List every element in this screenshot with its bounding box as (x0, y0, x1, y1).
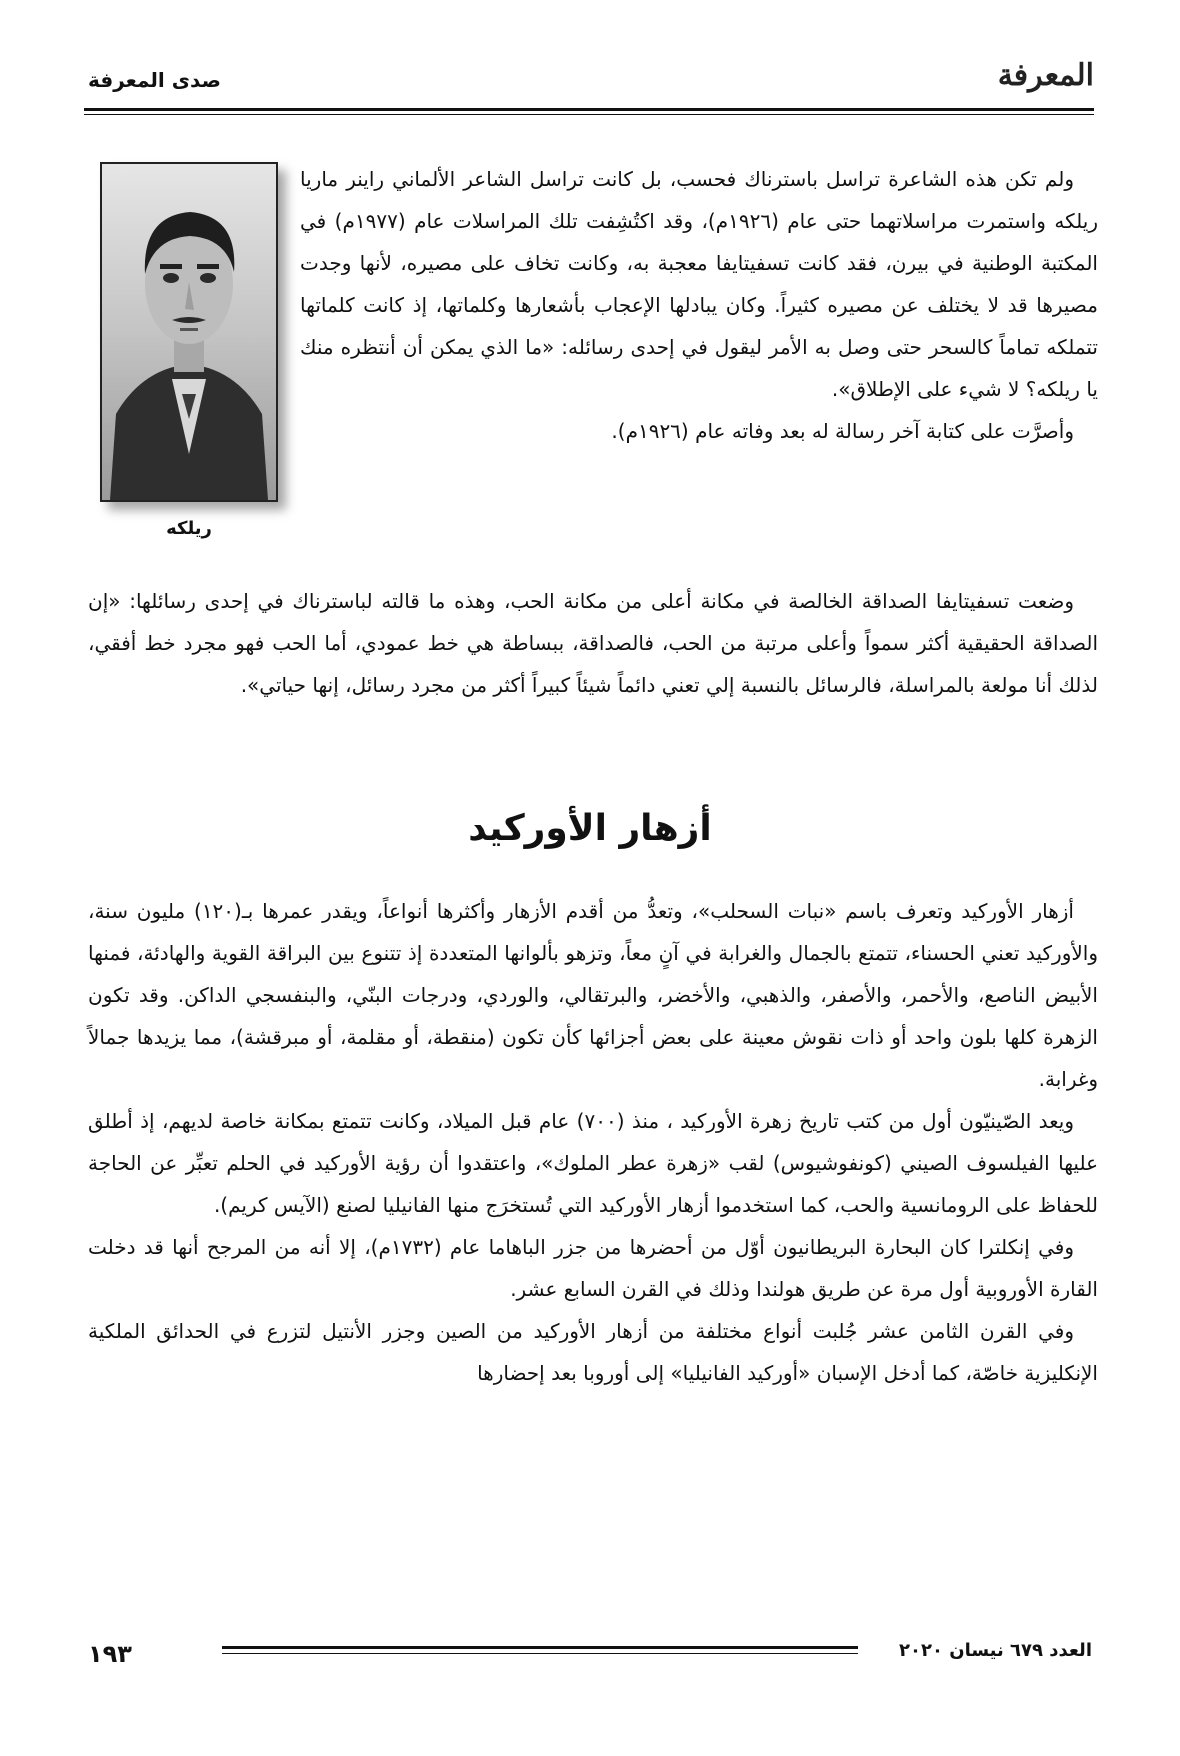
magazine-logo: المعرفة (997, 58, 1094, 93)
issue-info: العدد ٦٧٩ نيسان ٢٠٢٠ (899, 1640, 1092, 1661)
paragraph: وفي القرن الثامن عشر جُلبت أنواع مختلفة من أزهار الأوركيد من الصين وجزر الأنتيل لتزرع في الحدائق الملكية الإنكليزية خاصّة، كما أدخل الإسبان «أوركيد الفانيليا» إلى أوروبا بعد إحضارها (88, 1319, 1098, 1385)
paragraph: وضعت تسفيتايفا الصداقة الخالصة في مكانة أعلى من مكانة الحب، وهذه ما قالته لباسترناك في إحدى رسائلها: «إن الصداقة الحقيقية أكثر سمواً وأعلى مرتبة من الحب، فالصداقة، ببساطة هي خط عمودي، أما الحب فهو مجرد خط أفقي، لذلك أنا مولعة بالمراسلة، فالرسائل بالنسبة إلي تعني دائماً شيئاً كبيراً أكثر من مجرد رسائل، إنها حياتي». (88, 589, 1098, 697)
paragraph: وأصرَّت على كتابة آخر رسالة له بعد وفاته عام (١٩٢٦م). (611, 419, 1074, 443)
footer-divider (222, 1646, 858, 1649)
paragraph: وفي إنكلترا كان البحارة البريطانيون أوّل من أحضرها من جزر الباهاما عام (١٧٣٢م)، إلا أنه من المرجح أنها قد دخلت القارة الأوروبية أول مرة عن طريق هولندا وذلك في القرن السابع عشر. (88, 1235, 1098, 1301)
section-heading: أزهار الأوركيد (468, 808, 712, 849)
portrait-photo (100, 162, 278, 502)
paragraph: أزهار الأوركيد وتعرف باسم «نبات السحلب»، وتعدُّ من أقدم الأزهار وأكثرها أنواعاً، ويقدر عمرها بـ(١٢٠) مليون سنة، والأوركيد تعني الحسناء، تتمتع بالجمال والغرابة في آنٍ معاً، وتزهو بألوانها المتعددة إذ تتنوع بين البراقة القوية والهادئة، فمنها الأبيض الناصع، والأحمر، والأصفر، والذهبي، والأخضر، والبرتقالي، والوردي، ودرجات البنّي، والبنفسجي الداكن. وقد تكون الزهرة كلها بلون واحد أو ذات نقوش معينة على بعض أجزائها كأن تكون (منقطة، أو مقلمة، أو مبرقشة)، مما يزيدها جمالاً وغرابة. (88, 899, 1098, 1091)
photo-caption: ريلكه (166, 518, 212, 539)
paragraph: ويعد الصّينيّون أول من كتب تاريخ زهرة الأوركيد ، منذ (٧٠٠) عام قبل الميلاد، وكانت تتمتع بمكانة خاصة لديهم، إذ أطلق عليها الفيلسوف الصيني (كونفوشيوس) لقب «زهرة عطر الملوك»، واعتقدوا أن رؤية الأوركيد في الحلم تعبِّر عن الحاجة للحفاظ على الرومانسية والحب، كما استخدموا أزهار الأوركيد التي تُستخرَج منها الفانيليا لصنع (الآيس كريم). (88, 1109, 1098, 1217)
page-number: ١٩٣ (88, 1640, 132, 1668)
orchid-text-block (88, 890, 1098, 1394)
friendship-text-block (88, 580, 1098, 706)
header-divider (84, 108, 1094, 111)
portrait-image (102, 164, 276, 500)
paragraph: ولم تكن هذه الشاعرة تراسل باسترناك فحسب، بل كانت تراسل الشاعر الألماني راينر ماريا ريلكه واستمرت مراسلاتهما حتى عام (١٩٢٦م)، وقد اكتُشِفت تلك المراسلات عام (١٩٧٧م) في المكتبة الوطنية في بيرن، فقد كانت تسفيتايفا معجبة به، وكانت تخاف على مصيره، لأنها وجدت مصيرها قد لا يختلف عن مصيره كثيراً. وكان يبادلها الإعجاب بأشعارها وكلماتها، إذ كانت كلماتها تتملكه تماماً كالسحر حتى وصل به الأمر ليقول في إحدى رسائله: «ما الذي يمكن أن أنتظره منك يا ريلكه؟ لا شيء على الإطلاق». (300, 167, 1098, 401)
footer-divider-thin (222, 1653, 858, 1654)
section-title-header: صدى المعرفة (88, 68, 221, 92)
intro-text-block (300, 158, 1098, 452)
header-divider-thin (84, 114, 1094, 115)
